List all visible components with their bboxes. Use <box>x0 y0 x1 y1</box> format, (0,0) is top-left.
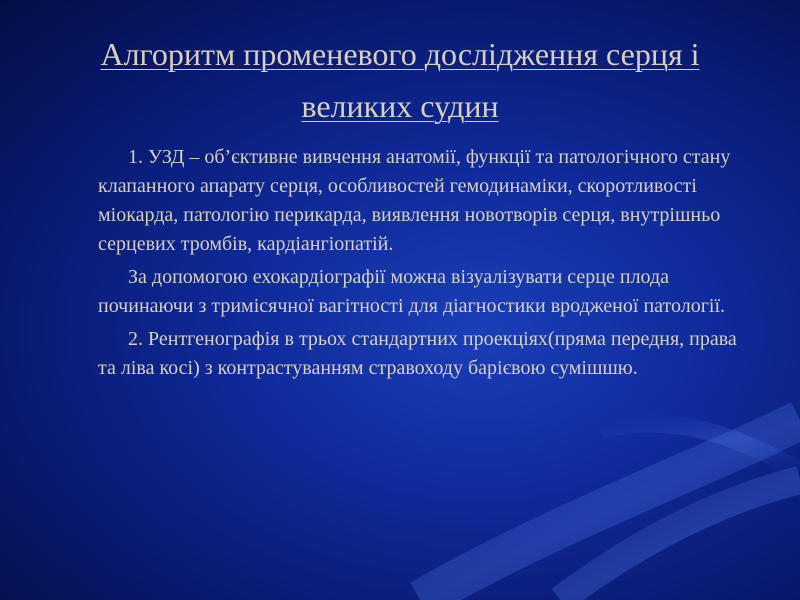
paragraph-ultrasound: 1. УЗД – об’єктивне вивчення анатомії, функції та патологічного стану клапанного апарату серця, особливостей гемодинаміки, скоротливості міокарда, патологію перикарда, виявлення новотворів серця, внутрішньо серцевих тромбів, кардіангіопатій. <box>98 146 731 255</box>
slide-body <box>98 143 748 387</box>
slide-title-line-2: великих судин <box>301 88 499 124</box>
slide-title-line-1: Алгоритм променевого дослідження серця і <box>100 36 700 72</box>
paragraph-radiography: 2. Рентгенографія в трьох стандартних проекціях(пряма передня, права та ліва косі) з контрастуванням стравоходу барієвою сумішшю. <box>98 328 737 379</box>
paragraph-echocardiography: За допомогою ехокардіографії можна візуалізувати серце плода починаючи з тримісячної вагітності для діагностики вродженої патології. <box>98 266 726 317</box>
slide-title <box>40 28 760 132</box>
